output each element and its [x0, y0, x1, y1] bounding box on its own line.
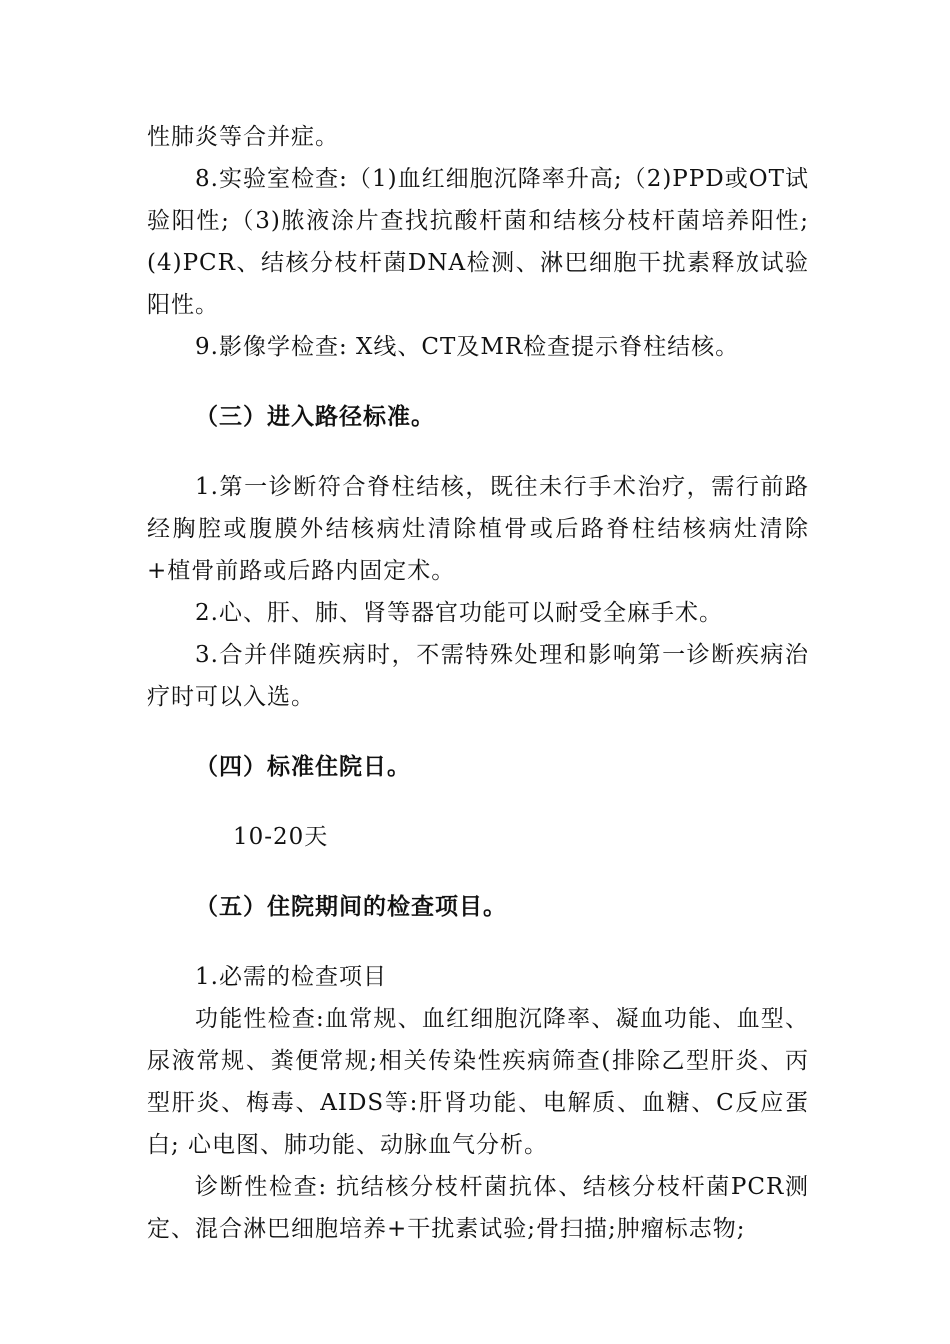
paragraph-entry-criteria-1: 1.第一诊断符合脊柱结核，既往未行手术治疗，需行前路经胸腔或腹膜外结核病灶清除植骨或后路脊柱结核病灶清除+植骨前路或后路内固定术。	[147, 474, 809, 584]
section-heading-entry-criteria: （三）进入路径标准。	[195, 404, 435, 430]
paragraph-diagnostic-exams: 诊断性检查: 抗结核分枝杆菌抗体、结核分枝杆菌PCR测定、混合淋巴细胞培养+干扰素试验;骨扫描;肿瘤标志物;	[147, 1174, 809, 1242]
paragraph-imaging: 9.影像学检查: X线、CT及MR检查提示脊柱结核。	[195, 334, 740, 360]
paragraph-entry-criteria-2: 2.心、肝、肺、肾等器官功能可以耐受全麻手术。	[195, 600, 723, 626]
document-body	[147, 116, 809, 1250]
paragraph-lab-tests: 8.实验室检查:（1)血红细胞沉降率升高;（2)PPD或OT试验阳性;（3)脓液涂片查找抗酸杆菌和结核分枝杆菌培养阳性;(4)PCR、结核分枝杆菌DNA检测、淋巴细胞干扰素释放试验阳性。	[147, 166, 809, 318]
paragraph-hospital-days-value: 10-20天	[233, 824, 329, 850]
paragraph-entry-criteria-3: 3.合并伴随疾病时，不需特殊处理和影响第一诊断疾病治疗时可以入选。	[147, 642, 809, 710]
section-heading-exam-items: （五）住院期间的检查项目。	[195, 894, 507, 920]
paragraph-functional-exams: 功能性检查:血常规、血红细胞沉降率、凝血功能、血型、尿液常规、粪便常规;相关传染性疾病筛查(排除乙型肝炎、丙型肝炎、梅毒、AIDS等:肝肾功能、电解质、血糖、C反应蛋白; 心电图、肺功能、动脉血气分析。	[147, 1006, 809, 1158]
section-heading-hospital-days: （四）标准住院日。	[195, 754, 411, 780]
paragraph-complications-end: 性肺炎等合并症。	[147, 124, 339, 150]
paragraph-required-exams: 1.必需的检查项目	[195, 964, 387, 990]
